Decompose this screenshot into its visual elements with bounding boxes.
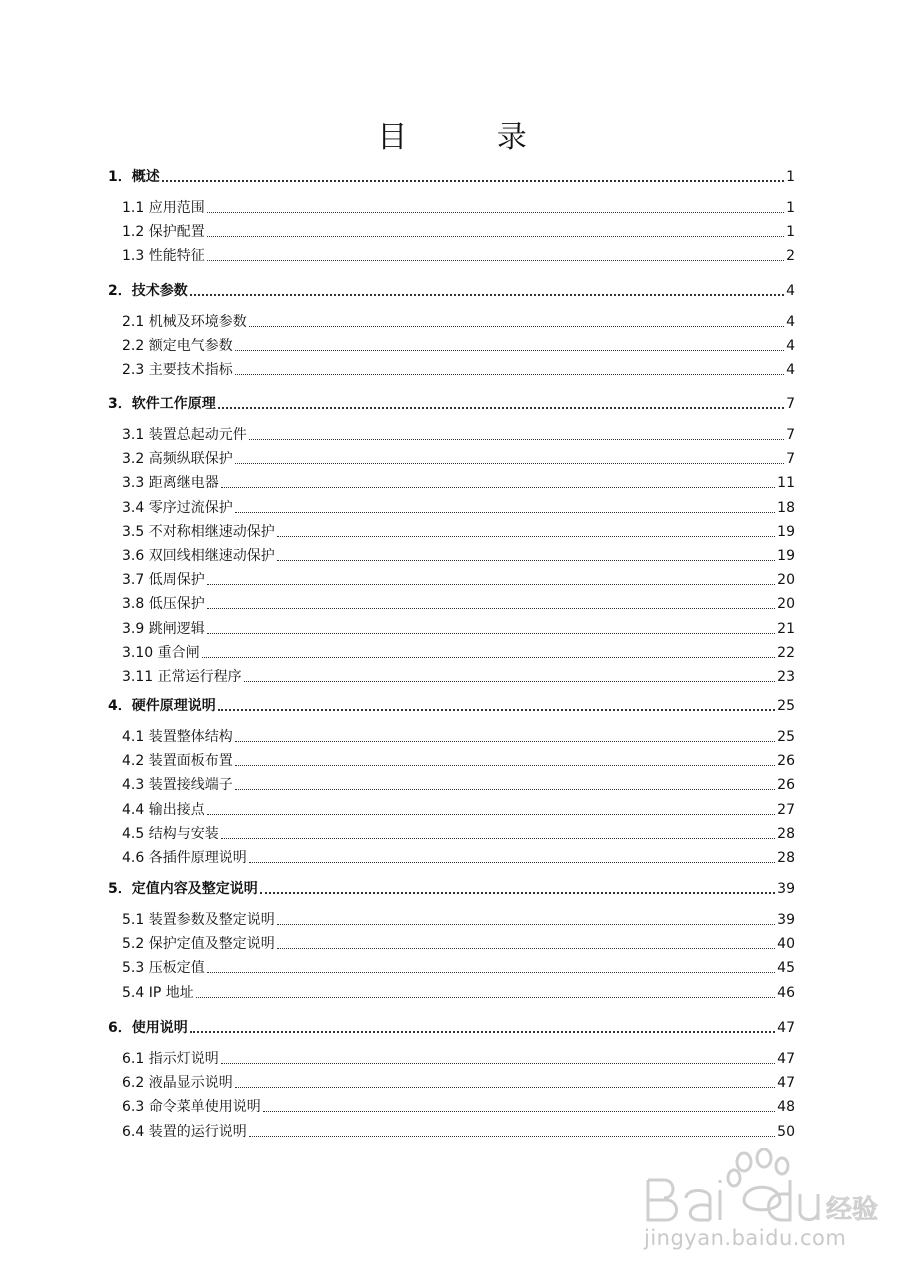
toc-section-entry [122, 911, 795, 929]
toc-dot-leader [244, 681, 776, 682]
toc-dot-leader [235, 741, 775, 742]
toc-dot-leader [207, 972, 775, 973]
toc-dot-leader [235, 765, 775, 766]
toc-dot-leader [207, 633, 775, 634]
toc-section-label: 4.6 各插件原理说明 [122, 850, 247, 866]
toc-section-entry [122, 337, 795, 355]
toc-dot-leader [263, 1111, 775, 1112]
toc-section-label: 3.8 低压保护 [122, 596, 205, 613]
toc-page-number: 1 [786, 169, 795, 185]
toc-section-entry [122, 984, 795, 1002]
toc-dot-leader [235, 463, 784, 464]
toc-chapter-entry [108, 395, 795, 413]
toc-section-label: 4.1 装置整体结构 [122, 729, 233, 745]
toc-section-entry [122, 523, 795, 541]
toc-section-entry [122, 776, 795, 794]
toc-section-label: 6.4 装置的运行说明 [122, 1123, 247, 1140]
toc-section-entry [122, 426, 795, 444]
toc-page-number: 11 [777, 475, 795, 492]
toc-dot-leader [218, 407, 784, 409]
toc-dot-leader [249, 326, 784, 327]
toc-dot-leader [277, 560, 775, 561]
toc-page-number: 48 [777, 1099, 795, 1116]
toc-section-entry [122, 313, 795, 331]
toc-section-entry [122, 935, 795, 953]
toc-dot-leader [196, 997, 775, 998]
toc-dot-leader [249, 1136, 775, 1137]
toc-chapter-entry [108, 697, 795, 715]
toc-chapter-entry [108, 168, 795, 186]
toc-section-entry [122, 199, 795, 217]
toc-section-label: 4.2 装置面板布置 [122, 753, 233, 770]
toc-section-label: 3.1 装置总起动元件 [122, 427, 247, 443]
toc-page-number: 1 [786, 200, 795, 216]
toc-section-label: 3.6 双回线相继速动保护 [122, 548, 275, 564]
toc-page-number: 7 [786, 427, 795, 443]
toc-page-number: 7 [786, 396, 795, 412]
toc-section-label: 4.3 装置接线端子 [122, 777, 233, 794]
toc-page-number: 28 [777, 850, 795, 866]
toc-section-entry [122, 247, 795, 265]
toc-section-entry [122, 450, 795, 468]
toc-page-number: 4 [786, 283, 795, 299]
toc-page-number: 21 [777, 620, 795, 637]
toc-section-label: 6.3 命令菜单使用说明 [122, 1099, 261, 1116]
toc-page-number: 18 [777, 499, 795, 516]
toc-page-number: 39 [777, 912, 795, 928]
toc-page-number: 27 [777, 801, 795, 818]
baidu-paw-logo-icon [640, 1148, 880, 1228]
toc-page-number: 46 [777, 984, 795, 1001]
toc-section-entry [122, 1050, 795, 1068]
toc-page-number: 25 [777, 698, 795, 714]
toc-chapter-label: 1．概述 [108, 169, 160, 185]
toc-dot-leader [235, 350, 784, 351]
toc-section-entry [122, 728, 795, 746]
toc-section-label: 4.4 输出接点 [122, 801, 205, 818]
toc-section-label: 3.5 不对称相继速动保护 [122, 523, 275, 540]
toc-dot-leader [235, 1087, 775, 1088]
toc-dot-leader [190, 294, 784, 296]
toc-section-entry [122, 644, 795, 662]
toc-dot-leader [235, 789, 775, 790]
svg-text:经验: 经验 [826, 1195, 879, 1225]
toc-section-entry [122, 620, 795, 638]
toc-section-label: 5.1 装置参数及整定说明 [122, 912, 275, 928]
toc-dot-leader [277, 536, 775, 537]
toc-section-entry [122, 752, 795, 770]
toc-section-entry [122, 571, 795, 589]
toc-page-number: 47 [777, 1051, 795, 1067]
toc-section-label: 3.10 重合闸 [122, 644, 200, 661]
toc-dot-leader [235, 374, 784, 375]
page-title: 目 录 [377, 120, 567, 155]
toc-page-number: 26 [777, 753, 795, 770]
toc-section-entry [122, 959, 795, 977]
toc-page-number: 20 [777, 596, 795, 613]
toc-page-number: 28 [777, 825, 795, 842]
toc-section-label: 3.7 低周保护 [122, 572, 205, 589]
toc-section-label: 3.11 正常运行程序 [122, 669, 242, 685]
toc-section-label: 2.1 机械及环境参数 [122, 314, 247, 330]
toc-page-number: 45 [777, 960, 795, 977]
toc-section-label: 2.3 主要技术指标 [122, 362, 233, 379]
toc-page-number: 19 [777, 523, 795, 540]
toc-dot-leader [162, 180, 784, 182]
toc-section-entry [122, 499, 795, 517]
toc-dot-leader [221, 487, 775, 488]
toc-dot-leader [235, 512, 775, 513]
toc-section-entry [122, 223, 795, 241]
toc-section-entry [122, 595, 795, 613]
toc-section-label: 5.2 保护定值及整定说明 [122, 936, 275, 953]
toc-section-label: 3.9 跳闸逻辑 [122, 620, 205, 637]
toc-page-number: 1 [786, 224, 795, 241]
toc-page-number: 47 [777, 1020, 795, 1036]
toc-chapter-label: 3．软件工作原理 [108, 396, 216, 412]
toc-section-entry [122, 547, 795, 565]
toc-section-entry [122, 1074, 795, 1092]
toc-page-number: 20 [777, 572, 795, 589]
toc-page-number: 25 [777, 729, 795, 745]
toc-section-label: 5.3 压板定值 [122, 960, 205, 977]
toc-page-number: 19 [777, 548, 795, 564]
toc-page-number: 4 [786, 338, 795, 355]
toc-section-label: 6.1 指示灯说明 [122, 1051, 219, 1067]
toc-section-entry [122, 474, 795, 492]
toc-section-entry [122, 849, 795, 867]
toc-page-number: 4 [786, 314, 795, 330]
toc-section-label: 1.2 保护配置 [122, 224, 205, 241]
toc-section-label: 2.2 额定电气参数 [122, 338, 233, 355]
toc-dot-leader [207, 212, 784, 213]
toc-section-entry [122, 1098, 795, 1116]
toc-chapter-entry [108, 1019, 795, 1037]
toc-chapter-label: 2．技术参数 [108, 283, 188, 299]
toc-section-entry [122, 361, 795, 379]
toc-page-number: 40 [777, 936, 795, 953]
toc-page-number: 39 [777, 881, 795, 897]
toc-section-label: 3.4 零序过流保护 [122, 499, 233, 516]
toc-dot-leader [207, 814, 775, 815]
toc-dot-leader [277, 924, 775, 925]
toc-dot-leader [277, 948, 775, 949]
toc-page-number: 23 [777, 669, 795, 685]
toc-dot-leader [260, 892, 775, 894]
toc-section-entry [122, 825, 795, 843]
toc-chapter-label: 6．使用说明 [108, 1020, 188, 1036]
toc-section-label: 1.1 应用范围 [122, 200, 205, 216]
toc-chapter-label: 4．硬件原理说明 [108, 698, 216, 714]
toc-dot-leader [218, 709, 775, 711]
toc-dot-leader [207, 260, 784, 261]
toc-section-label: 5.4 IP 地址 [122, 984, 194, 1001]
toc-chapter-label: 5．定值内容及整定说明 [108, 881, 258, 897]
toc-page-number: 47 [777, 1075, 795, 1092]
toc-page-number: 22 [777, 644, 795, 661]
toc-page-number: 50 [777, 1123, 795, 1140]
toc-dot-leader [207, 236, 784, 237]
watermark-url: jingyan.baidu.com [644, 1226, 847, 1250]
toc-dot-leader [249, 439, 784, 440]
toc-section-label: 3.3 距离继电器 [122, 475, 219, 492]
toc-dot-leader [221, 1063, 775, 1064]
baidu-jingyan-watermark [640, 1148, 880, 1258]
toc-dot-leader [221, 838, 775, 839]
toc-page-number: 7 [786, 451, 795, 468]
toc-section-label: 4.5 结构与安装 [122, 825, 219, 842]
toc-chapter-entry [108, 282, 795, 300]
toc-page-number: 2 [786, 248, 795, 265]
toc-section-entry [122, 801, 795, 819]
toc-section-entry [122, 668, 795, 686]
toc-section-label: 6.2 液晶显示说明 [122, 1075, 233, 1092]
toc-section-entry [122, 1123, 795, 1141]
toc-dot-leader [207, 584, 775, 585]
toc-page-number: 26 [777, 777, 795, 794]
toc-dot-leader [190, 1031, 775, 1033]
toc-page-number: 4 [786, 362, 795, 379]
toc-dot-leader [202, 657, 776, 658]
toc-chapter-entry [108, 880, 795, 898]
toc-dot-leader [207, 608, 775, 609]
toc-section-label: 3.2 高频纵联保护 [122, 451, 233, 468]
toc-dot-leader [249, 862, 775, 863]
toc-section-label: 1.3 性能特征 [122, 248, 205, 265]
